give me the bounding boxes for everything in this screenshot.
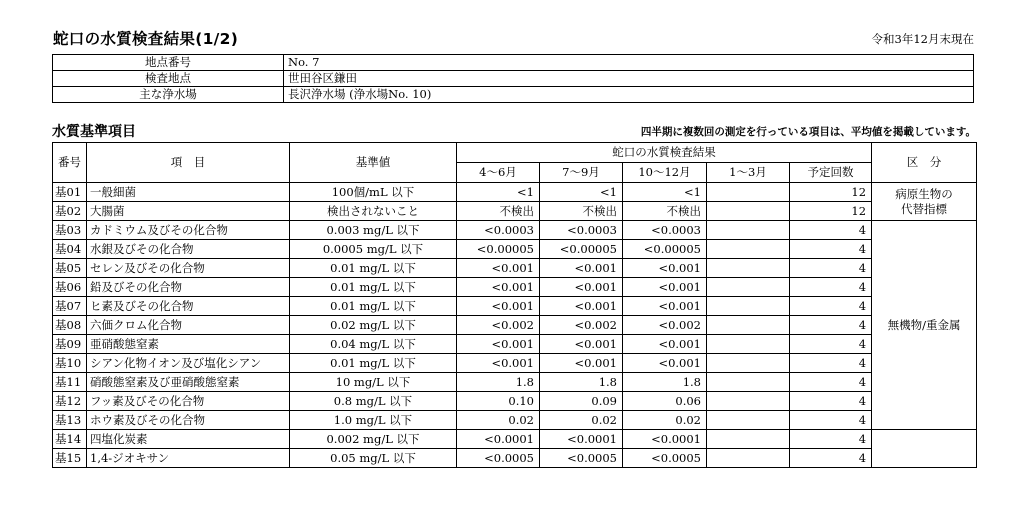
row-q1: <0.001 — [457, 335, 540, 354]
row-q4 — [707, 259, 790, 278]
row-number: 基01 — [53, 183, 87, 202]
row-q4 — [707, 449, 790, 468]
row-item: カドミウム及びその化合物 — [87, 221, 290, 240]
row-q1: <0.0001 — [457, 430, 540, 449]
row-q2: <0.001 — [540, 297, 623, 316]
row-standard: 10 mg/L 以下 — [290, 373, 457, 392]
info-label: 地点番号 — [53, 55, 284, 71]
row-q2: 1.8 — [540, 373, 623, 392]
row-number: 基11 — [53, 373, 87, 392]
row-q2: 0.02 — [540, 411, 623, 430]
row-item: シアン化物イオン及び塩化シアン — [87, 354, 290, 373]
row-q2: <0.0005 — [540, 449, 623, 468]
row-q3: 1.8 — [623, 373, 707, 392]
row-standard: 0.02 mg/L 以下 — [290, 316, 457, 335]
row-q4 — [707, 183, 790, 202]
row-q4 — [707, 430, 790, 449]
row-number: 基12 — [53, 392, 87, 411]
row-q1: <1 — [457, 183, 540, 202]
row-number: 基15 — [53, 449, 87, 468]
row-q1: <0.001 — [457, 354, 540, 373]
row-standard: 0.01 mg/L 以下 — [290, 354, 457, 373]
row-number: 基09 — [53, 335, 87, 354]
row-item: 水銀及びその化合物 — [87, 240, 290, 259]
header-no: 番号 — [53, 143, 87, 183]
row-standard: 0.8 mg/L 以下 — [290, 392, 457, 411]
row-q4 — [707, 373, 790, 392]
header-q3: 10〜12月 — [623, 163, 707, 183]
document-title: 蛇口の水質検査結果(1/2) — [53, 30, 239, 48]
table-row — [53, 411, 977, 430]
row-planned: 4 — [790, 373, 872, 392]
row-planned: 4 — [790, 449, 872, 468]
row-q2: 不検出 — [540, 202, 623, 221]
row-q3: <0.001 — [623, 354, 707, 373]
row-q4 — [707, 278, 790, 297]
row-standard: 0.01 mg/L 以下 — [290, 297, 457, 316]
table-row — [53, 392, 977, 411]
row-q1: <0.001 — [457, 297, 540, 316]
row-number: 基14 — [53, 430, 87, 449]
row-planned: 4 — [790, 278, 872, 297]
row-q3: <0.00005 — [623, 240, 707, 259]
table-row — [53, 202, 977, 221]
row-q3: <0.001 — [623, 335, 707, 354]
table-row — [53, 335, 977, 354]
row-number: 基07 — [53, 297, 87, 316]
row-planned: 4 — [790, 297, 872, 316]
header-results-group: 蛇口の水質検査結果 — [457, 143, 872, 163]
row-q3: 0.06 — [623, 392, 707, 411]
info-label: 検査地点 — [53, 71, 284, 87]
row-standard: 0.01 mg/L 以下 — [290, 259, 457, 278]
row-q3: 0.02 — [623, 411, 707, 430]
info-label: 主な浄水場 — [53, 87, 284, 103]
row-item: 四塩化炭素 — [87, 430, 290, 449]
row-item: 鉛及びその化合物 — [87, 278, 290, 297]
row-q3: <0.0005 — [623, 449, 707, 468]
header-q1: 4〜6月 — [457, 163, 540, 183]
row-q2: <0.001 — [540, 354, 623, 373]
row-planned: 4 — [790, 411, 872, 430]
row-q4 — [707, 335, 790, 354]
row-number: 基10 — [53, 354, 87, 373]
row-item: フッ素及びその化合物 — [87, 392, 290, 411]
row-q1: 0.02 — [457, 411, 540, 430]
header-planned: 予定回数 — [790, 163, 872, 183]
table-row — [53, 316, 977, 335]
row-q1: <0.00005 — [457, 240, 540, 259]
header-category: 区 分 — [872, 143, 977, 183]
row-q1: <0.001 — [457, 278, 540, 297]
header-row — [53, 143, 977, 163]
table-row — [53, 430, 977, 449]
row-q4 — [707, 297, 790, 316]
row-q3: <0.001 — [623, 278, 707, 297]
row-standard: 1.0 mg/L 以下 — [290, 411, 457, 430]
row-q2: <1 — [540, 183, 623, 202]
row-q1: 0.10 — [457, 392, 540, 411]
table-row — [53, 278, 977, 297]
header-standard: 基準値 — [290, 143, 457, 183]
row-number: 基04 — [53, 240, 87, 259]
category-blank — [872, 430, 977, 468]
row-q2: <0.002 — [540, 316, 623, 335]
category-metals: 無機物/重金属 — [872, 221, 977, 430]
site-info-table — [52, 54, 974, 103]
row-planned: 4 — [790, 259, 872, 278]
table-row — [53, 221, 977, 240]
row-planned: 4 — [790, 430, 872, 449]
row-planned: 4 — [790, 221, 872, 240]
averaging-note: 四半期に複数回の測定を行っている項目は、平均値を掲載しています。 — [640, 126, 976, 138]
table-row — [53, 373, 977, 392]
table-row — [53, 354, 977, 373]
category-pathogen-line2: 代替指標 — [901, 201, 948, 216]
row-q2: <0.001 — [540, 259, 623, 278]
row-q4 — [707, 392, 790, 411]
table-row — [53, 297, 977, 316]
row-standard: 0.003 mg/L 以下 — [290, 221, 457, 240]
row-number: 基03 — [53, 221, 87, 240]
table-row — [53, 259, 977, 278]
row-standard: 0.04 mg/L 以下 — [290, 335, 457, 354]
row-standard: 0.05 mg/L 以下 — [290, 449, 457, 468]
row-q2: <0.00005 — [540, 240, 623, 259]
row-item: 一般細菌 — [87, 183, 290, 202]
row-number: 基02 — [53, 202, 87, 221]
row-q2: <0.001 — [540, 278, 623, 297]
results-table — [52, 142, 977, 468]
row-number: 基05 — [53, 259, 87, 278]
row-q4 — [707, 411, 790, 430]
row-item: 1,4-ジオキサン — [87, 449, 290, 468]
row-q3: <0.001 — [623, 259, 707, 278]
row-number: 基08 — [53, 316, 87, 335]
row-q4 — [707, 316, 790, 335]
row-q4 — [707, 240, 790, 259]
section-title: 水質基準項目 — [52, 124, 136, 140]
info-row-plant — [53, 87, 974, 103]
table-row — [53, 240, 977, 259]
row-q4 — [707, 354, 790, 373]
row-q3: <0.002 — [623, 316, 707, 335]
row-q1: <0.0005 — [457, 449, 540, 468]
row-q3: <0.0003 — [623, 221, 707, 240]
header-item: 項 目 — [87, 143, 290, 183]
row-number: 基06 — [53, 278, 87, 297]
row-q2: <0.0001 — [540, 430, 623, 449]
row-q4 — [707, 202, 790, 221]
row-planned: 4 — [790, 335, 872, 354]
row-item: ホウ素及びその化合物 — [87, 411, 290, 430]
info-value: No. 7 — [284, 55, 974, 71]
row-item: 硝酸態窒素及び亜硝酸態窒素 — [87, 373, 290, 392]
row-item: 六価クロム化合物 — [87, 316, 290, 335]
row-planned: 12 — [790, 183, 872, 202]
row-q1: 不検出 — [457, 202, 540, 221]
row-standard: 検出されないこと — [290, 202, 457, 221]
table-row — [53, 449, 977, 468]
category-pathogen-line1: 病原生物の — [895, 186, 953, 201]
row-q1: 1.8 — [457, 373, 540, 392]
category-pathogen — [872, 183, 977, 221]
row-standard: 100個/mL 以下 — [290, 183, 457, 202]
table-row — [53, 183, 977, 202]
row-planned: 4 — [790, 240, 872, 259]
row-q2: <0.001 — [540, 335, 623, 354]
header-q4: 1〜3月 — [707, 163, 790, 183]
row-planned: 4 — [790, 354, 872, 373]
row-q1: <0.001 — [457, 259, 540, 278]
row-planned: 12 — [790, 202, 872, 221]
row-q2: 0.09 — [540, 392, 623, 411]
row-item: ヒ素及びその化合物 — [87, 297, 290, 316]
as-of-date: 令和3年12月末現在 — [871, 32, 974, 46]
row-item: 亜硝酸態窒素 — [87, 335, 290, 354]
row-number: 基13 — [53, 411, 87, 430]
info-row-location — [53, 71, 974, 87]
row-planned: 4 — [790, 392, 872, 411]
row-q3: <0.0001 — [623, 430, 707, 449]
row-item: セレン及びその化合物 — [87, 259, 290, 278]
row-q4 — [707, 221, 790, 240]
row-q3: <0.001 — [623, 297, 707, 316]
row-q3: 不検出 — [623, 202, 707, 221]
row-standard: 0.0005 mg/L 以下 — [290, 240, 457, 259]
row-standard: 0.01 mg/L 以下 — [290, 278, 457, 297]
info-row-site-number — [53, 55, 974, 71]
row-q3: <1 — [623, 183, 707, 202]
row-q2: <0.0003 — [540, 221, 623, 240]
info-value: 世田谷区鎌田 — [284, 71, 974, 87]
row-q1: <0.0003 — [457, 221, 540, 240]
header-q2: 7〜9月 — [540, 163, 623, 183]
row-q1: <0.002 — [457, 316, 540, 335]
row-item: 大腸菌 — [87, 202, 290, 221]
info-value: 長沢浄水場 (浄水場No. 10) — [284, 87, 974, 103]
row-standard: 0.002 mg/L 以下 — [290, 430, 457, 449]
row-planned: 4 — [790, 316, 872, 335]
